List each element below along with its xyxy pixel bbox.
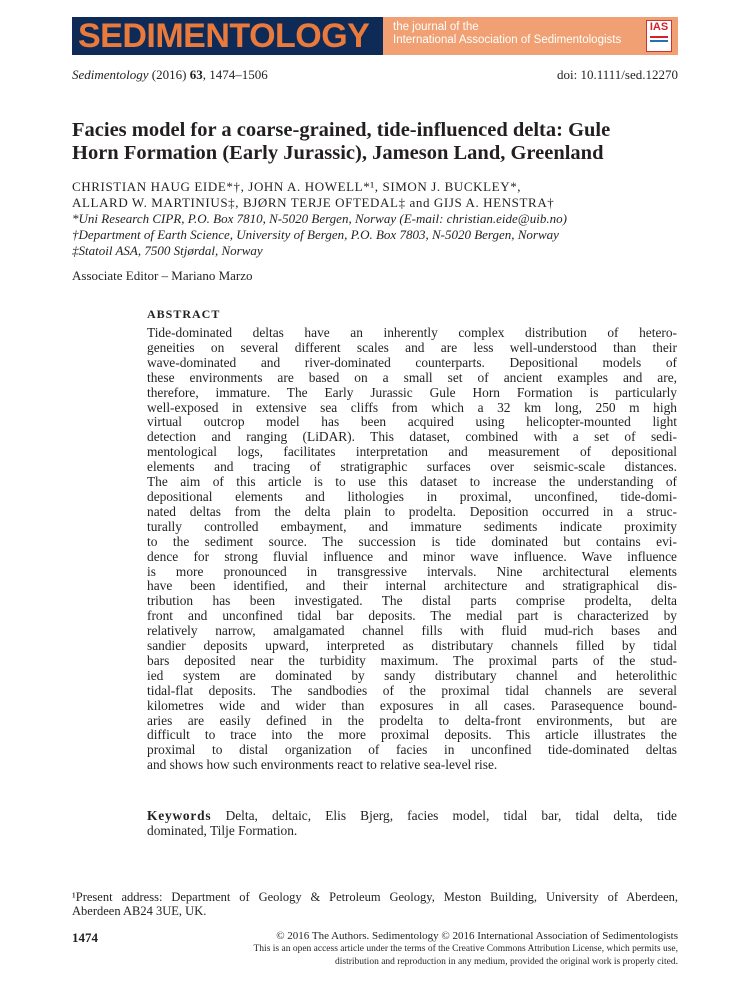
citation-journal: Sedimentology — [72, 67, 149, 82]
abstract-body — [147, 326, 677, 773]
affiliation: *Uni Research CIPR, P.O. Box 7810, N-5020 Bergen, Norway (E-mail: christian.eide@uib.no) — [72, 211, 567, 226]
authors-line: CHRISTIAN HAUG EIDE*†, JOHN A. HOWELL*¹, SIMON J. BUCKLEY*, — [72, 179, 522, 194]
abstract-line: turally controlled embayment, and immature sediments indicate proximity — [147, 518, 677, 534]
abstract-line: geneities on several different scales and are less well-understood than their — [147, 339, 677, 355]
abstract-line: tribution has been investigated. The distal parts comprise prodelta, delta — [147, 593, 677, 609]
citation-volume: 63 — [189, 67, 203, 82]
abstract-line: dence for strong fluvial influence and minor wave influence. Wave influence — [147, 548, 677, 564]
abstract-line: bars deposited near the turbidity maximum. The proximal parts of the stud- — [147, 652, 677, 668]
article-title — [72, 119, 682, 165]
title-line: Facies model for a coarse-grained, tide-influenced delta: Gule — [72, 119, 611, 141]
keywords-line: dominated, Tilje Formation. — [147, 823, 298, 838]
journal-banner — [72, 17, 678, 55]
abstract-line: virtual outcrop model has been acquired using helicopter-mounted light — [147, 414, 677, 430]
abstract-line: and shows how such environments react to relative sea-level rise. — [147, 757, 498, 773]
abstract-line: Tide-dominated deltas have an inherently complex distribution of hetero- — [147, 325, 677, 340]
citation-pages: , 1474–1506 — [202, 67, 268, 82]
doi[interactable]: doi: 10.1111/sed.12270 — [557, 67, 678, 82]
affiliation: †Department of Earth Science, University of Bergen, P.O. Box 7803, N-5020 Bergen, Norway — [72, 227, 559, 242]
abstract-line: have been identified, and their internal architecture and stratigraphical dis- — [147, 578, 677, 594]
abstract-line: depositional elements and lithologies in proximal, unconfined, tide-domi- — [147, 488, 677, 504]
abstract-line: wave-dominated and river-dominated counterparts. Depositional models of — [147, 354, 677, 370]
keywords-label: Keywords — [147, 808, 212, 823]
license-line: This is an open access article under the terms of the Creative Commons Attribution License, which permits use, — [253, 944, 678, 954]
abstract-line: sandier deposits upward, interpreted as distributary channels filled by tidal — [147, 638, 677, 654]
abstract-heading: ABSTRACT — [147, 307, 221, 321]
abstract-line: front and unconfined tidal bar deposits. The medial part is characterized by — [147, 608, 677, 624]
tagline-line-2: International Association of Sedimentologists — [393, 34, 622, 46]
abstract-line: to the sediment source. The succession is tide dominated but contains evi- — [147, 533, 677, 549]
ias-logo-icon — [646, 20, 672, 52]
abstract-line: kilometres wide and wider than exposures in all cases. Parasequence bound- — [147, 697, 677, 713]
journal-logo — [72, 17, 383, 55]
abstract-line: these environments are based on a small set of ancient examples and are, — [147, 369, 677, 385]
footnote-line: ¹Present address: Department of Geology & Petroleum Geology, Meston Building, University of Aberdeen, — [72, 890, 678, 904]
tagline-line-1: the journal of the — [393, 21, 479, 33]
abstract-line: is more pronounced in transgressive intervals. Nine architectural elements — [147, 563, 677, 579]
citation-year: (2016) — [151, 67, 187, 82]
license-line: distribution and reproduction in any medium, provided the original work is properly cited. — [335, 957, 678, 967]
abstract-line: aries are easily defined in the prodelta to delta-front environments, but are — [147, 712, 677, 728]
abstract-line: tidal-flat deposits. The sandbodies of the proximal tidal channels are several — [147, 682, 677, 698]
keywords-line: Delta, deltaic, Elis Bjerg, facies model, tidal bar, tidal delta, tide — [225, 808, 677, 823]
journal-tagline — [383, 17, 678, 55]
abstract-line: proximal to distal organization of facies in unconfined tide-dominated deltas — [147, 742, 677, 758]
abstract-line: ied system are dominated by sandy distributary channel and heterolithic — [147, 667, 677, 683]
abstract-line: mentological logs, facilitates interpretation and measurement of depositional — [147, 444, 677, 460]
abstract-line: therefore, immature. The Early Jurassic Gule Horn Formation is particularly — [147, 384, 677, 400]
abstract-line: elements and tracing of stratigraphic surfaces over seismic-scale distances. — [147, 459, 677, 475]
authors-line: ALLARD W. MARTINIUS‡, BJØRN TERJE OFTEDAL‡ and GIJS A. HENSTRA† — [72, 195, 555, 211]
abstract-line: nated deltas from the delta plain to prodelta. Deposition occurred in a struc- — [147, 503, 677, 519]
keywords — [147, 808, 677, 838]
abstract-line: relatively narrow, amalgamated channel fills with fluid mud-rich bases and — [147, 623, 677, 639]
affiliation: ‡Statoil ASA, 7500 Stjørdal, Norway — [72, 243, 263, 258]
associate-editor: Associate Editor – Mariano Marzo — [72, 268, 253, 283]
page-number: 1474 — [72, 930, 98, 945]
title-line: Horn Formation (Early Jurassic), Jameson Land, Greenland — [72, 142, 604, 164]
citation — [72, 67, 268, 83]
ias-logo-text: IAS — [649, 21, 669, 33]
footnote — [72, 890, 678, 918]
copyright-line: © 2016 The Authors. Sedimentology © 2016 International Association of Sedimentologists — [276, 930, 678, 942]
authors — [72, 179, 554, 211]
abstract-line: well-exposed in extensive sea cliffs from which a 32 km long, 250 m high — [147, 399, 677, 415]
abstract-line: detection and ranging (LiDAR). This dataset, combined with a set of sedi- — [147, 429, 677, 445]
abstract-line: The aim of this article is to use this dataset to increase the understanding of — [147, 474, 677, 490]
abstract-line: difficult to trace into the more proximal deposits. This article illustrates the — [147, 727, 677, 743]
journal-logo-text: SEDIMENTOLOGY — [78, 17, 370, 55]
footnote-line: Aberdeen AB24 3UE, UK. — [72, 904, 207, 918]
copyright-notice — [254, 930, 679, 969]
